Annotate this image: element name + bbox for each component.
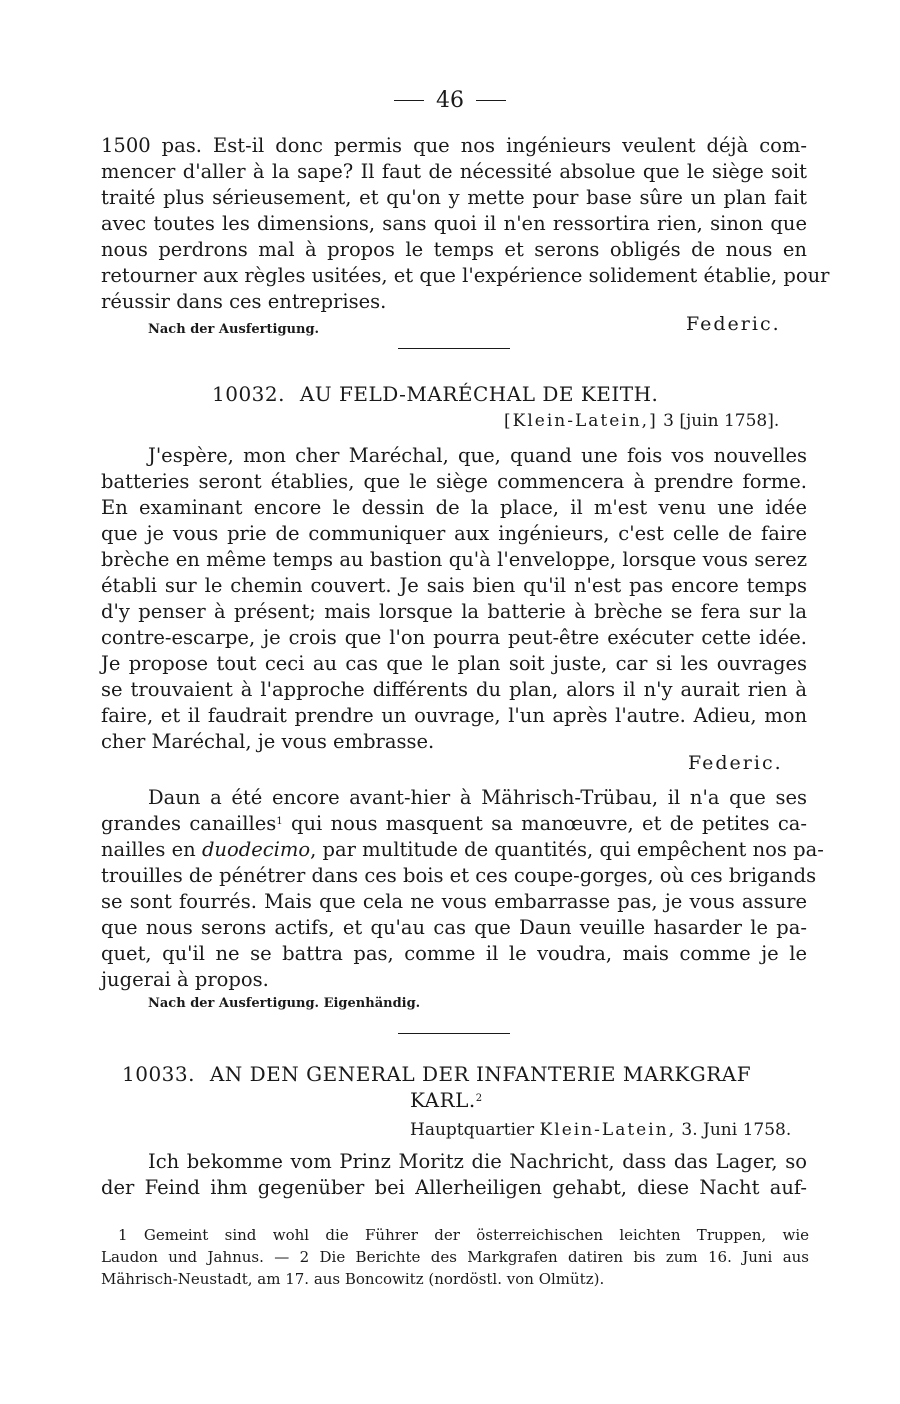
footnote-line: Mährisch-Neustadt, am 17. aus Boncowitz (nordöstl. von Olmütz). <box>101 1270 605 1288</box>
letter-number: 10032. <box>212 382 285 406</box>
text-line: retourner aux règles usitées, et que l'expérience solidement établie, pour <box>101 264 830 287</box>
text-line: mencer d'aller à la sape? Il faut de nécessité absolue que le siège soit <box>101 160 807 183</box>
text-line: Daun a été encore avant-hier à Mährisch-Trübau, il n'a que ses <box>148 786 807 809</box>
text-line: se sont fourrés. Mais que cela ne vous embarrasse pas, je vous assure <box>101 890 807 913</box>
section-divider <box>398 1033 510 1034</box>
footnote-line: 1 Gemeint sind wohl die Führer der österreichischen leichten Truppen, wie <box>118 1226 809 1244</box>
signature: Federic. <box>686 313 781 335</box>
text-line <box>101 838 824 862</box>
text-line: batteries seront établies, que le siège commencera à prendre forme. <box>101 470 807 493</box>
page-number: 46 <box>436 88 464 113</box>
dateline-place: Klein-Latein, <box>539 1120 677 1140</box>
signature: Federic. <box>688 752 783 774</box>
dateline-date: 3 [juin 1758]. <box>663 411 780 431</box>
header-dash-right <box>476 100 506 101</box>
text-line: jugerai à propos. <box>101 968 269 991</box>
text-span: grandes canailles <box>101 812 277 835</box>
text-line: quet, qu'il ne se battra pas, comme il le voudra, mais comme je le <box>101 942 807 965</box>
text-line: nous perdrons mal à propos le temps et serons obligés de nous en <box>101 238 807 261</box>
text-line <box>101 812 807 836</box>
letter-heading-cont <box>410 1088 483 1112</box>
text-line: J'espère, mon cher Maréchal, que, quand une fois vos nouvelles <box>148 444 807 467</box>
source-note: Nach der Ausfertigung. Eigenhändig. <box>148 996 421 1011</box>
text-line: cher Maréchal, je vous embrasse. <box>101 730 435 753</box>
text-line: 1500 pas. Est-il donc permis que nos ingénieurs veulent déjà com- <box>101 134 807 157</box>
header-dash-left <box>394 100 424 101</box>
source-note: Nach der Ausfertigung. <box>148 322 320 337</box>
text-line: Ich bekomme vom Prinz Moritz die Nachricht, dass das Lager, so <box>148 1150 807 1173</box>
footnote-line: Laudon und Jahnus. — 2 Die Berichte des Markgrafen datiren bis zum 16. Juni aus <box>101 1248 809 1266</box>
text-line: avec toutes les dimensions, sans quoi il n'en ressortira rien, sinon que <box>101 212 807 235</box>
footnote-marker: 1 <box>276 816 283 827</box>
text-line: trouilles de pénétrer dans ces bois et ces coupe-gorges, où ces brigands <box>101 864 817 887</box>
text-line: établi sur le chemin couvert. Je sais bien qu'il n'est pas encore temps <box>101 574 807 597</box>
text-line: d'y penser à présent; mais lorsque la batterie à brèche se fera sur la <box>101 600 807 623</box>
letter-title: AN DEN GENERAL DER INFANTERIE MARKGRAF <box>209 1062 752 1086</box>
text-line: der Feind ihm gegenüber bei Allerheiligen gehabt, diese Nacht auf- <box>101 1176 807 1199</box>
text-span: qui nous masquent sa manœuvre, et de petites ca- <box>282 812 807 835</box>
text-line: brèche en même temps au bastion qu'à l'enveloppe, lorsque vous serez <box>101 548 807 571</box>
text-span: nailles en <box>101 838 202 861</box>
section-divider <box>398 348 510 349</box>
letter-title-cont: KARL. <box>410 1088 476 1112</box>
text-line: se trouvaient à l'approche différents du plan, alors il n'y aurait rien à <box>101 678 807 701</box>
text-line: que je vous prie de communiquer aux ingénieurs, c'est celle de faire <box>101 522 807 545</box>
text-line: réussir dans ces entreprises. <box>101 290 387 313</box>
text-line: contre-escarpe, je crois que l'on pourra peut-être exécuter cette idée. <box>101 626 807 649</box>
text-line: traité plus sérieusement, et qu'on y mette pour base sûre un plan fait <box>101 186 807 209</box>
text-span: , par multitude de quantités, qui empêchent nos pa- <box>310 838 824 861</box>
italic-term: duodecimo <box>201 838 311 861</box>
dateline-prefix: Hauptquartier <box>410 1120 535 1140</box>
footnote-marker: 2 <box>475 1093 483 1104</box>
dateline-place: [Klein-Latein,] <box>504 411 658 431</box>
dateline <box>504 411 779 431</box>
page-number-header <box>0 88 900 113</box>
text-line: faire, et il faudrait prendre un ouvrage, l'un après l'autre. Adieu, mon <box>101 704 807 727</box>
letter-title: AU FELD-MARÉCHAL DE KEITH. <box>299 382 659 406</box>
text-line: que nous serons actifs, et qu'au cas que Daun veuille hasarder le pa- <box>101 916 807 939</box>
dateline-date: 3. Juni 1758. <box>681 1120 792 1140</box>
letter-number: 10033. <box>122 1062 195 1086</box>
text-line: Je propose tout ceci au cas que le plan soit juste, car si les ouvrages <box>101 652 807 675</box>
dateline <box>410 1120 791 1140</box>
text-line: En examinant encore le dessin de la place, il m'est venu une idée <box>101 496 807 519</box>
letter-heading <box>212 382 658 406</box>
letter-heading <box>122 1062 751 1086</box>
